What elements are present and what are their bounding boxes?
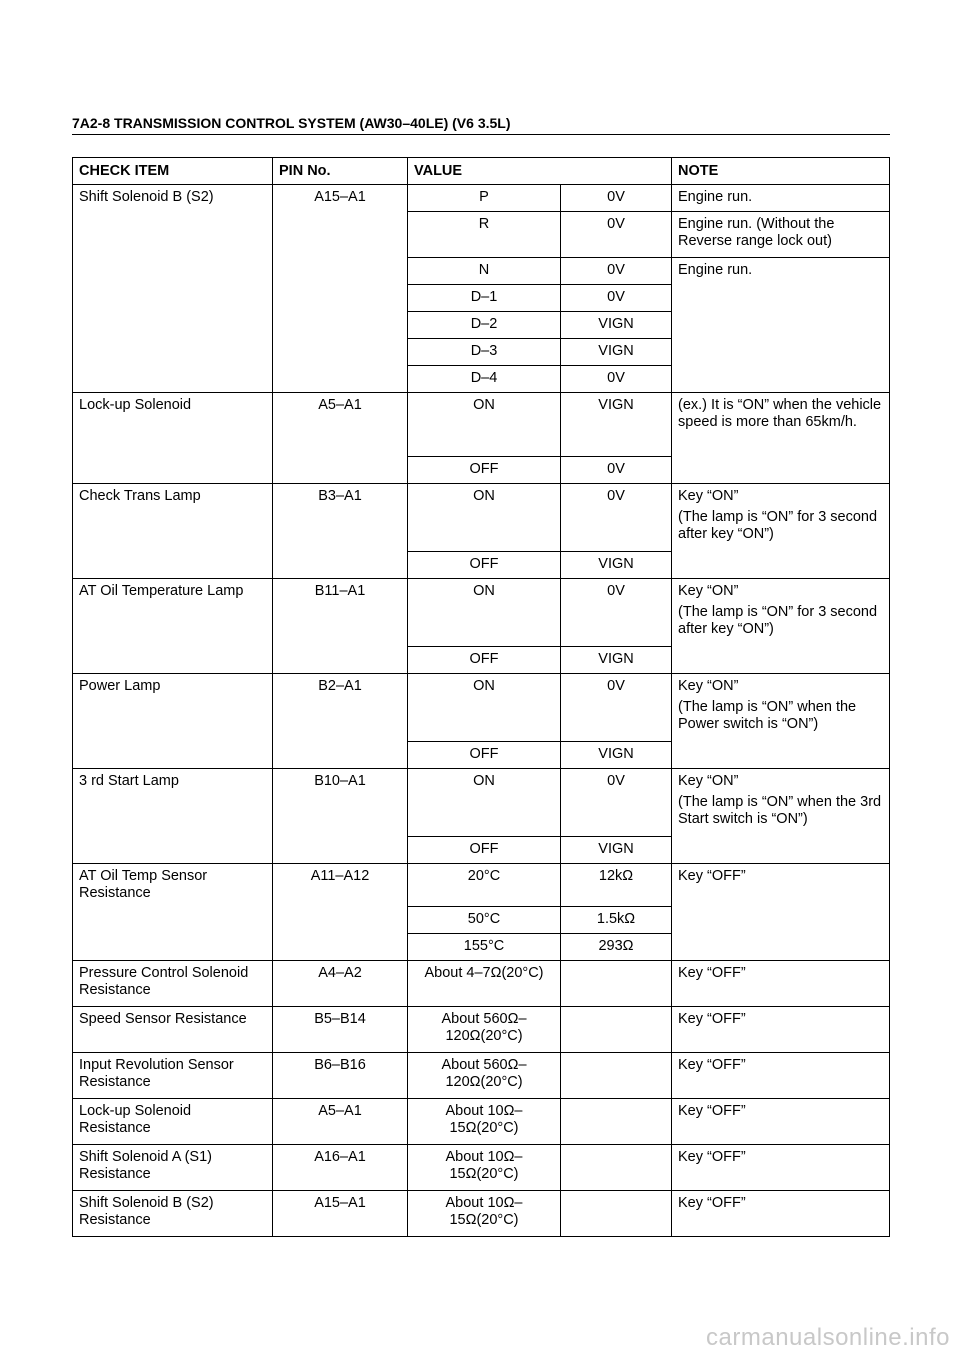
check-item: AT Oil Temperature Lamp <box>73 579 273 674</box>
pin-no: A5–A1 <box>273 393 408 484</box>
note <box>672 674 890 769</box>
value-range <box>408 1191 561 1237</box>
value-reading: 0V <box>561 212 672 258</box>
value-condition: OFF <box>408 457 561 484</box>
check-item: Input Revolution Sensor Resistance <box>73 1053 273 1099</box>
table-row <box>73 185 890 212</box>
value-blank <box>561 961 672 1007</box>
header-pin: PIN No. <box>273 158 408 185</box>
value-about: About <box>424 965 463 981</box>
value-condition: R <box>408 212 561 258</box>
pin-no: B6–B16 <box>273 1053 408 1099</box>
pin-no: A16–A1 <box>273 1145 408 1191</box>
check-item: Shift Solenoid B (S2) <box>73 185 273 393</box>
value-about: About <box>445 1195 484 1211</box>
value-condition: N <box>408 258 561 285</box>
value-range <box>408 1053 561 1099</box>
check-item: Lock-up Solenoid <box>73 393 273 484</box>
table-row <box>73 1191 890 1237</box>
note-key: Key “ON” <box>678 678 739 694</box>
value-reading: 12kΩ <box>561 864 672 907</box>
value-condition: 155°C <box>408 934 561 961</box>
value-range <box>408 1007 561 1053</box>
value-blank <box>561 1007 672 1053</box>
pin-no: B3–A1 <box>273 484 408 579</box>
table-row <box>73 1099 890 1145</box>
check-item: Shift Solenoid A (S1) Resistance <box>73 1145 273 1191</box>
note: Engine run. <box>672 258 890 393</box>
table-row <box>73 674 890 742</box>
value-condition: ON <box>408 769 561 837</box>
note: Engine run. <box>672 185 890 212</box>
pin-no: A4–A2 <box>273 961 408 1007</box>
check-item: 3 rd Start Lamp <box>73 769 273 864</box>
check-item: Power Lamp <box>73 674 273 769</box>
header-check-item: CHECK ITEM <box>73 158 273 185</box>
value-reading: 0V <box>561 185 672 212</box>
pin-no: B10–A1 <box>273 769 408 864</box>
note-key: Key “ON” <box>678 583 739 599</box>
pin-no: B11–A1 <box>273 579 408 674</box>
value-condition: 20°C <box>408 864 561 907</box>
pin-no: A11–A12 <box>273 864 408 961</box>
check-item: Shift Solenoid B (S2) Resistance <box>73 1191 273 1237</box>
pin-no: A5–A1 <box>273 1099 408 1145</box>
value-condition: OFF <box>408 552 561 579</box>
value-condition: ON <box>408 393 561 457</box>
note: (ex.) It is “ON” when the vehicle speed is more than 65km/h. <box>672 393 890 484</box>
value-reading: 1.5kΩ <box>561 907 672 934</box>
value-reading: 0V <box>561 769 672 837</box>
value-condition: ON <box>408 674 561 742</box>
note: Key “OFF” <box>672 1053 890 1099</box>
check-table <box>72 157 890 1237</box>
header-note: NOTE <box>672 158 890 185</box>
note: Key “OFF” <box>672 864 890 961</box>
value-blank <box>561 1145 672 1191</box>
table-row <box>73 393 890 457</box>
check-item: Speed Sensor Resistance <box>73 1007 273 1053</box>
table-row <box>73 1007 890 1053</box>
table-row <box>73 769 890 837</box>
value-reading: 0V <box>561 258 672 285</box>
check-item: AT Oil Temp Sensor Resistance <box>73 864 273 961</box>
table-row <box>73 961 890 1007</box>
value-condition: D–3 <box>408 339 561 366</box>
table-row <box>73 864 890 907</box>
value-condition: OFF <box>408 742 561 769</box>
value-condition: ON <box>408 484 561 552</box>
value-range <box>408 1145 561 1191</box>
note <box>672 579 890 674</box>
value-about: About <box>445 1103 484 1119</box>
value-condition: ON <box>408 579 561 647</box>
page-header: 7A2-8 TRANSMISSION CONTROL SYSTEM (AW30–40LE) (V6 3.5L) <box>72 115 890 135</box>
note-key: Key “ON” <box>678 488 739 504</box>
pin-no: B2–A1 <box>273 674 408 769</box>
value-about: About <box>441 1057 480 1073</box>
note: Key “OFF” <box>672 1099 890 1145</box>
watermark: carmanualsonline.info <box>706 1324 950 1351</box>
value-condition: OFF <box>408 647 561 674</box>
value-reading: 0V <box>561 366 672 393</box>
table-row <box>73 1053 890 1099</box>
value-reading: 293Ω <box>561 934 672 961</box>
table-row <box>73 1145 890 1191</box>
table-header-row <box>73 158 890 185</box>
pin-no: A15–A1 <box>273 185 408 393</box>
value-reading: 0V <box>561 579 672 647</box>
header-value: VALUE <box>408 158 672 185</box>
value-blank <box>561 1053 672 1099</box>
value-ohms: 560Ω–120Ω(20°C) <box>445 1011 527 1044</box>
value-reading: 0V <box>561 285 672 312</box>
note <box>672 769 890 864</box>
note <box>672 484 890 579</box>
value-ohms: 10Ω–15Ω(20°C) <box>449 1103 523 1136</box>
value-reading: VIGN <box>561 552 672 579</box>
value-ohms: 10Ω–15Ω(20°C) <box>449 1195 523 1228</box>
value-condition: 50°C <box>408 907 561 934</box>
value-reading: VIGN <box>561 339 672 366</box>
value-condition: OFF <box>408 837 561 864</box>
value-ohms: 10Ω–15Ω(20°C) <box>449 1149 523 1182</box>
pin-no: A15–A1 <box>273 1191 408 1237</box>
check-item: Pressure Control Solenoid Resistance <box>73 961 273 1007</box>
note: Key “OFF” <box>672 1145 890 1191</box>
value-condition: D–4 <box>408 366 561 393</box>
table-row <box>73 484 890 552</box>
note: Key “OFF” <box>672 961 890 1007</box>
value-reading: 0V <box>561 457 672 484</box>
value-reading: VIGN <box>561 647 672 674</box>
value-reading: 0V <box>561 674 672 742</box>
value-reading: VIGN <box>561 742 672 769</box>
note: Key “OFF” <box>672 1191 890 1237</box>
check-item: Lock-up Solenoid Resistance <box>73 1099 273 1145</box>
note-key: Key “ON” <box>678 773 739 789</box>
value-reading: VIGN <box>561 837 672 864</box>
value-reading: VIGN <box>561 312 672 339</box>
value-blank <box>561 1099 672 1145</box>
value-condition: P <box>408 185 561 212</box>
value-about: About <box>445 1149 484 1165</box>
value-reading: 0V <box>561 484 672 552</box>
check-item: Check Trans Lamp <box>73 484 273 579</box>
value-range <box>408 961 561 1007</box>
value-condition: D–2 <box>408 312 561 339</box>
note: Key “OFF” <box>672 1007 890 1053</box>
value-reading: VIGN <box>561 393 672 457</box>
value-blank <box>561 1191 672 1237</box>
note-detail: (The lamp is “ON” for 3 second after key “ON”) <box>678 509 878 542</box>
value-condition: D–1 <box>408 285 561 312</box>
value-ohms: 4–7Ω(20°C) <box>466 965 544 981</box>
pin-no: B5–B14 <box>273 1007 408 1053</box>
note-detail: (The lamp is “ON” for 3 second after key “ON”) <box>678 604 878 637</box>
note-detail: (The lamp is “ON” when the 3rd Start switch is “ON”) <box>678 794 882 827</box>
note-detail: (The lamp is “ON” when the Power switch is “ON”) <box>678 699 857 732</box>
note: Engine run. (Without the Reverse range lock out) <box>672 212 890 258</box>
table-row <box>73 579 890 647</box>
value-about: About <box>441 1011 480 1027</box>
value-range <box>408 1099 561 1145</box>
value-ohms: 560Ω–120Ω(20°C) <box>445 1057 527 1090</box>
